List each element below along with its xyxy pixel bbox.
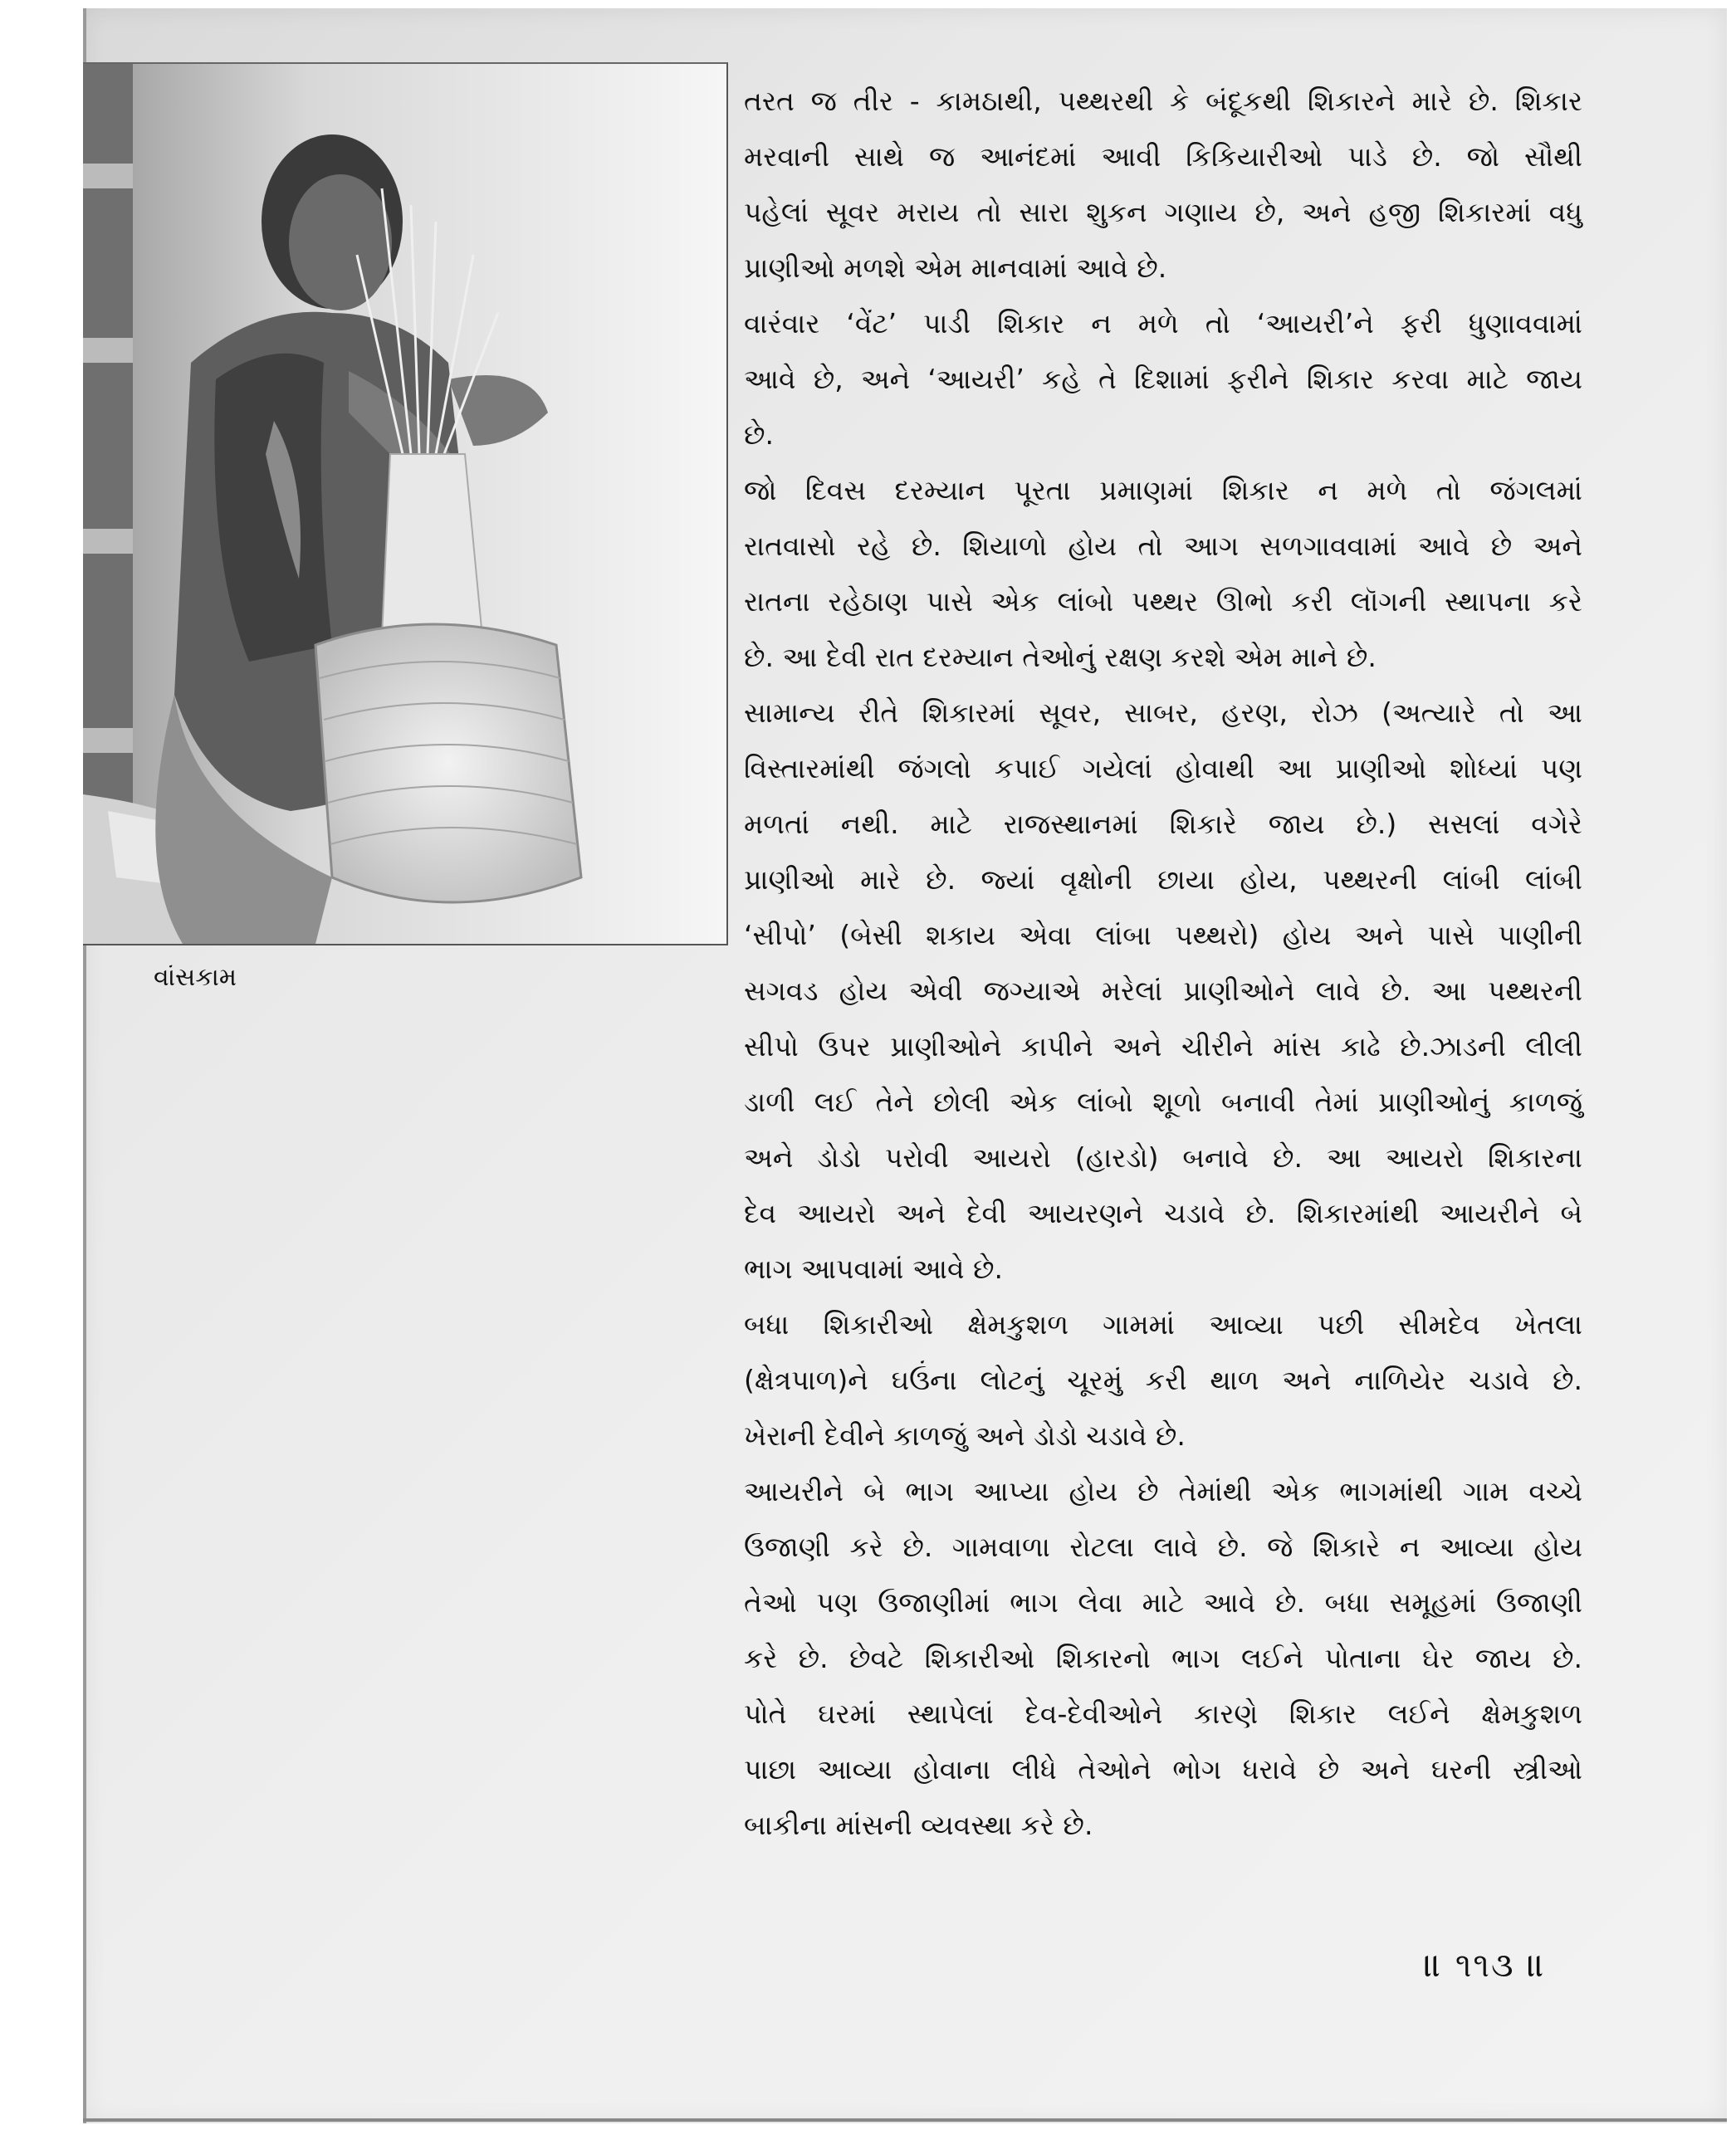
text-line: ‘સીપો’ (બેસી શકાય એવા લાંબા પથ્થરો) હોય અને પાસે પાણીની	[744, 919, 1582, 951]
text-line: પોતે ઘરમાં સ્થાપેલાં દેવ-દેવીઓને કારણે શિકાર લઈને ક્ષેમકુશળ	[744, 1698, 1582, 1730]
text-line: બાકીના માંસની વ્યવસ્થા કરે છે.	[744, 1809, 1093, 1841]
paragraph	[744, 462, 1582, 685]
text-line: ડાળી લઈ તેને છોલી એક લાંબો શૂળો બનાવી તેમાં પ્રાણીઓનું કાળજું	[744, 1086, 1582, 1118]
text-line: પ્રાણીઓ મારે છે. જ્યાં વૃક્ષોની છાયા હોય, પથ્થરની લાંબી લાંબી	[744, 863, 1582, 896]
text-line: મળતાં નથી. માટે રાજસ્થાનમાં શિકારે જાય છે.) સસલાં વગેરે	[744, 808, 1582, 840]
text-line: પ્રાણીઓ મળશે એમ માનવામાં આવે છે.	[744, 252, 1167, 284]
text-line: સગવડ હોય એવી જગ્યાએ મરેલાં પ્રાણીઓને લાવે છે. આ પથ્થરની	[744, 975, 1582, 1007]
text-line: આયરીને બે ભાગ આપ્યા હોય છે તેમાંથી એક ભાગમાંથી ગામ વચ્ચે	[744, 1475, 1582, 1507]
basket-weaving-photo	[83, 62, 728, 945]
text-line: પહેલાં સૂવર મરાય તો સારા શુકન ગણાય છે, અને હજી શિકારમાં વધુ	[744, 196, 1582, 228]
text-line: રાતવાસો રહે છે. શિયાળો હોય તો આગ સળગાવવામાં આવે છે અને	[744, 530, 1582, 562]
paragraph	[744, 296, 1582, 462]
paragraph	[744, 1463, 1582, 1853]
text-line: છે. આ દેવી રાત દરમ્યાન તેઓનું રક્ષણ કરશે એમ માને છે.	[744, 641, 1377, 673]
photo-caption: વાંસકામ	[154, 963, 237, 992]
article-body	[744, 73, 1582, 1853]
basket-weaving-woman-photo-icon	[83, 64, 726, 944]
text-line: આવે છે, અને ‘આયરી’ કહે તે દિશામાં ફરીને શિકાર કરવા માટે જાય	[744, 363, 1582, 395]
text-line: કરે છે. છેવટે શિકારીઓ શિકારનો ભાગ લઈને પોતાના ઘેર જાય છે.	[744, 1642, 1582, 1674]
text-line: રાતના રહેઠાણ પાસે એક લાંબો પથ્થર ઊભો કરી લૉગની સ્થાપના કરે	[744, 585, 1582, 618]
paragraph	[744, 685, 1582, 1297]
text-line: બધા શિકારીઓ ક્ષેમકુશળ ગામમાં આવ્યા પછી સીમદેવ ખેતલા	[744, 1308, 1582, 1341]
text-line: પાછા આવ્યા હોવાના લીધે તેઓને ભોગ ધરાવે છે અને ઘરની સ્ત્રીઓ	[744, 1753, 1582, 1786]
paragraph	[744, 73, 1582, 296]
text-line: દેવ આયરો અને દેવી આયરણને ચડાવે છે. શિકારમાંથી આયરીને બે	[744, 1197, 1582, 1229]
text-line: મરવાની સાથે જ આનંદમાં આવી કિકિયારીઓ પાડે છે. જો સૌથી	[744, 140, 1582, 173]
text-line: સીપો ઉપર પ્રાણીઓને કાપીને અને ચીરીને માંસ કાઢે છે.ઝાડની લીલી	[744, 1030, 1582, 1063]
text-line: જો દિવસ દરમ્યાન પૂરતા પ્રમાણમાં શિકાર ન મળે તો જંગલમાં	[744, 474, 1582, 506]
text-line: સામાન્ય રીતે શિકારમાં સૂવર, સાબર, હરણ, રોઝ (અત્યારે તો આ	[744, 696, 1582, 729]
paragraph	[744, 1297, 1582, 1463]
text-line: તેઓ પણ ઉજાણીમાં ભાગ લેવા માટે આવે છે. બધા સમૂહમાં ઉજાણી	[744, 1586, 1582, 1619]
text-line: (ક્ષેત્રપાળ)ને ઘઉંના લોટનું ચૂરમું કરી થાળ અને નાળિયેર ચડાવે છે.	[744, 1364, 1582, 1396]
text-line: ખેરાની દેવીને કાળજું અને ડોડો ચડાવે છે.	[744, 1419, 1186, 1452]
text-line: છે.	[744, 418, 774, 451]
text-line: ઉજાણી કરે છે. ગામવાળા રોટલા લાવે છે. જે શિકારે ન આવ્યા હોય	[744, 1531, 1582, 1563]
text-line: તરત જ તીર - કામઠાથી, પથ્થરથી કે બંદૂકથી શિકારને મારે છે. શિકાર	[744, 85, 1582, 117]
page-edge-bottom	[83, 2118, 1727, 2122]
text-line: અને ડોડો પરોવી આયરો (હારડો) બનાવે છે. આ આયરો શિકારના	[744, 1141, 1582, 1174]
page-number: ॥ ૧૧૩ ॥	[1424, 1947, 1547, 1985]
text-line: વારંવાર ‘વેંટ’ પાડી શિકાર ન મળે તો ‘આયરી’ને ફરી ધુણાવવામાં	[744, 307, 1582, 340]
text-line: વિસ્તારમાંથી જંગલો કપાઈ ગયેલાં હોવાથી આ પ્રાણીઓ શોધ્યાં પણ	[744, 752, 1582, 784]
text-line: ભાગ આપવામાં આવે છે.	[744, 1253, 1003, 1285]
